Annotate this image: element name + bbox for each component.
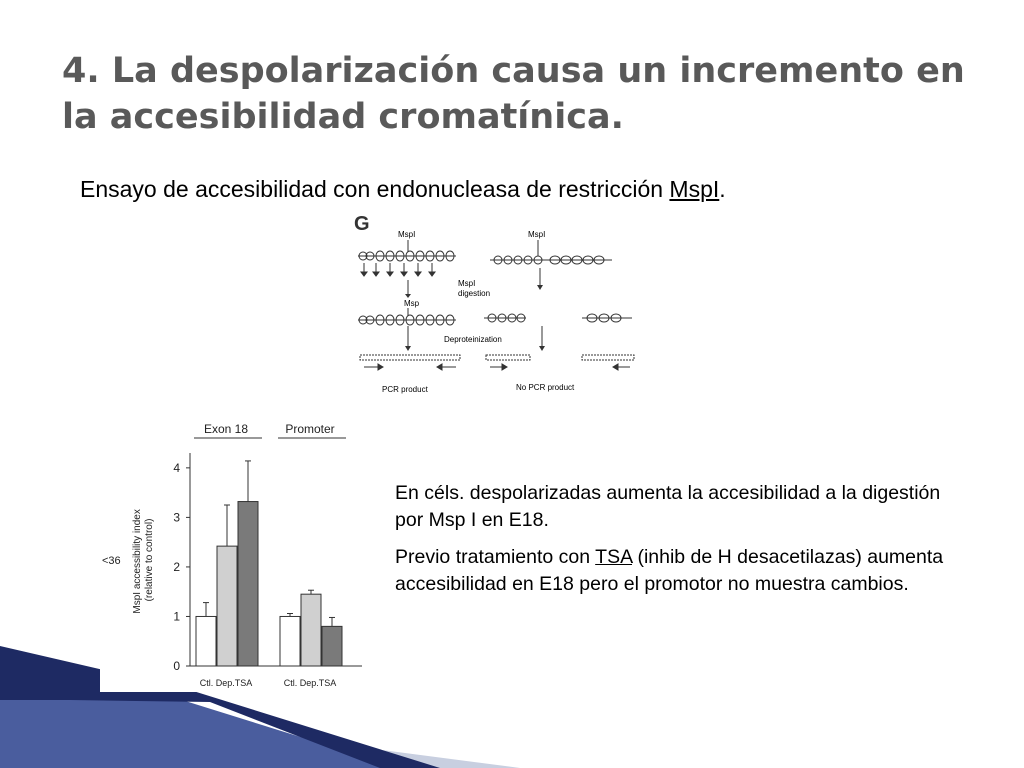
bar: [280, 616, 300, 666]
slide-subtitle: [80, 176, 726, 203]
msp-label-2: MspI: [528, 230, 546, 239]
msp-label-3: Msp: [404, 299, 420, 308]
subtitle-period: .: [719, 176, 726, 202]
accessibility-bar-chart: [100, 412, 375, 692]
deproteinization-label: Deproteinization: [444, 335, 502, 344]
pcr-product-label: PCR product: [382, 385, 428, 394]
mspi-digestion-label-1: MspI: [458, 279, 476, 288]
slide-title: 4. La despolarización causa un incremento en la accesibilidad cromatínica.: [62, 51, 965, 137]
y-tick-label: 3: [173, 510, 180, 525]
subtitle-text: Ensayo de accesibilidad con endonucleasa de restricción: [80, 176, 670, 202]
bar: [238, 502, 258, 666]
bar: [217, 546, 237, 666]
bullet-list: [395, 480, 955, 608]
bullet-1: En céls. despolarizadas aumenta la accesibilidad a la digestión por Msp I en E18.: [395, 482, 941, 531]
side-text: <36: [102, 555, 121, 567]
y-tick-label: 1: [173, 609, 180, 624]
x-category-label: Ctl. Dep.TSA: [283, 678, 337, 688]
no-pcr-product-label: No PCR product: [516, 383, 575, 392]
accessibility-assay-diagram: [350, 208, 650, 403]
y-tick-label: 0: [173, 659, 180, 673]
bullet-2-rest: (inhib de H desacetilazas) aumenta accesibilidad en E18 pero el promotor no muestra cambios.: [395, 546, 944, 595]
y-axis-label-line-2: (relative to control): [144, 518, 155, 602]
x-category-label: Ctl. Dep.TSA: [199, 678, 253, 688]
bullet-2: [395, 544, 955, 598]
msp-label-1: MspI: [398, 230, 416, 239]
tsa-link[interactable]: TSA: [595, 546, 633, 568]
y-tick-label: 2: [173, 559, 180, 574]
y-axis-label-line-1: MspI accessibility index: [132, 509, 143, 614]
group-header-label: Exon 18: [203, 422, 249, 436]
panel-letter: G: [354, 213, 370, 235]
bar: [322, 626, 342, 666]
mspi-link[interactable]: MspI: [669, 176, 720, 202]
bullet-2-text: Previo tratamiento con: [395, 546, 596, 568]
mspi-digestion-label-2: digestion: [458, 289, 491, 298]
bar: [196, 616, 216, 666]
y-tick-label: 4: [173, 460, 180, 475]
y-axis-label: [132, 506, 155, 613]
bar: [301, 594, 321, 666]
group-header-label: Promoter: [285, 422, 335, 436]
dna-bars: [360, 355, 634, 360]
